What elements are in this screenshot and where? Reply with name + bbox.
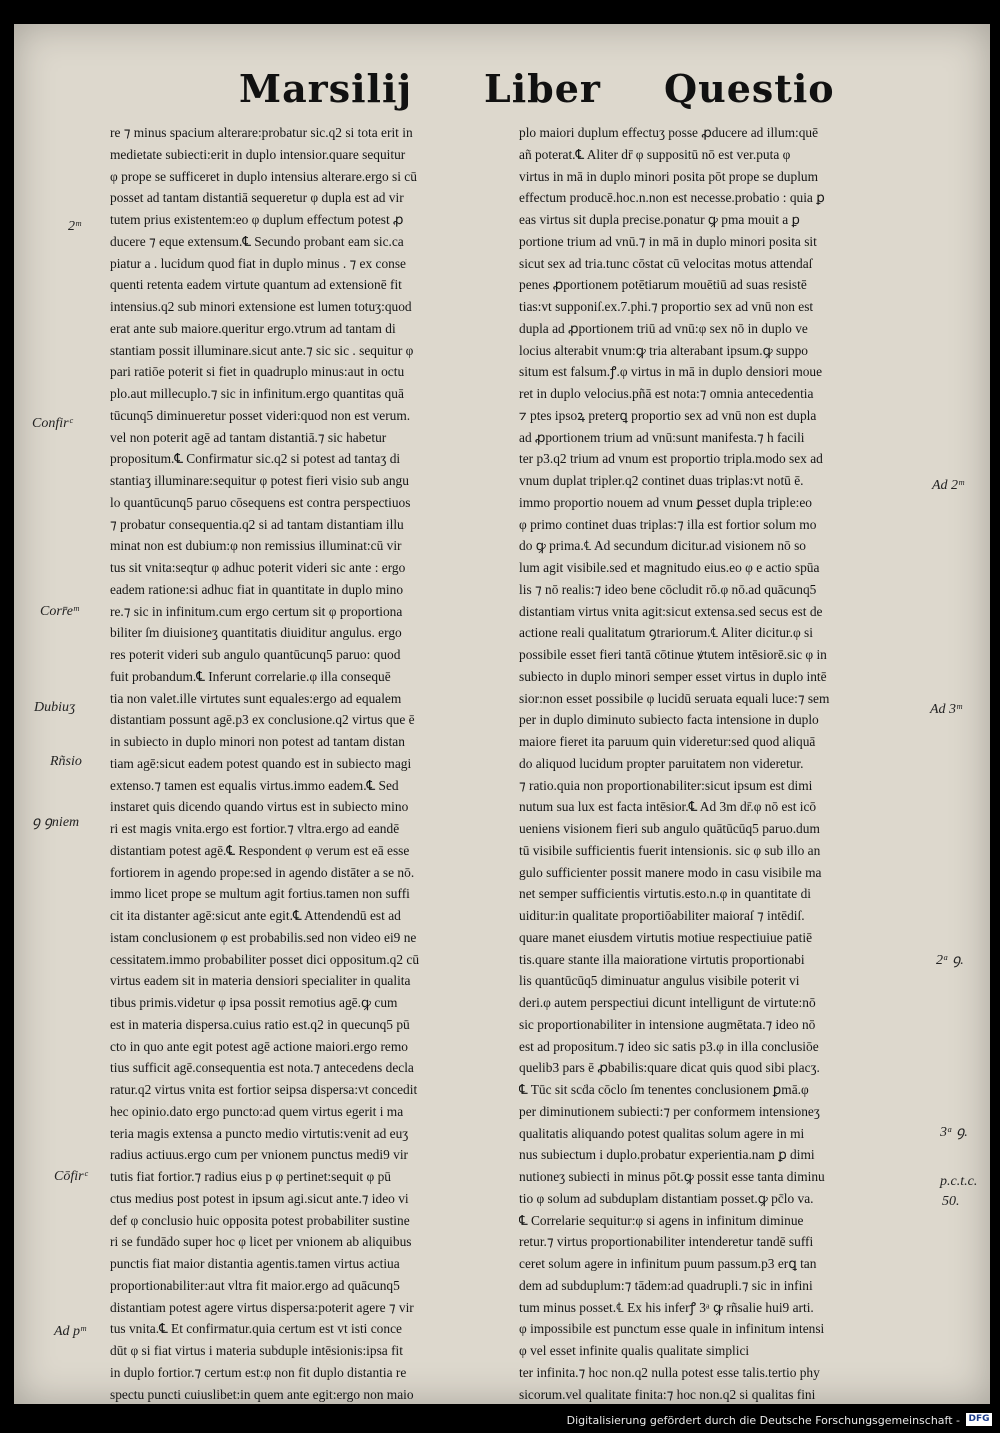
text-line: fuit probandum.℄ Inferunt correlarie.φ illa consequē [110,668,391,684]
text-line: in duplo fortior.⁊ certum est:φ non fit duplo distantia re [110,1364,407,1380]
book-page [14,24,990,1404]
running-head [14,66,990,126]
text-line: sicorum.vel qualitate finita:⁊ hoc non.q2 si qualitas fini [519,1386,816,1402]
text-line: ducere ⁊ eque extensum.℄ Secundo probant eam sic.ca [110,233,404,249]
text-line: pari ratiōe poterit si fiet in quadruplo minus:aut in octu [110,364,405,380]
text-line: spectu puncti cuiuslibet:in quem ante egit:ergo non maio [110,1386,414,1402]
text-line: portione trium ad vnū.⁊ in mā in duplo minori posita sit [519,233,817,249]
text-line: radius actiuus.ergo cum per vnionem punctus medi9 vir [110,1147,409,1163]
right-text-column [519,122,899,1404]
text-line: vel non poterit agē ad tantam distantiā.⁊ sic habetur [110,429,387,445]
text-line: per diminutionem subiecti:⁊ per conformem intensioneʒ [519,1103,820,1119]
text-line: est in materia dispersa.cuius ratio est.q2 in quecunq5 pū [110,1016,410,1032]
text-line: eadem ratione:si adhuc fiat in quantitate in duplo mino [110,581,404,597]
text-line: nus subiectum i duplo.probatur experientia.nam ꝑ dimi [519,1147,815,1163]
running-head-book: Liber [484,66,601,111]
left-text-column [110,122,490,1404]
text-line: biliter ſm diuisioneʒ quantitatis diuiditur angulus. ergo [110,625,402,641]
margin-note-secundum: 2ᵐ [68,219,81,234]
text-line: ⁊ ptes ipsoꝝ preterꝗ proportio sex ad vnū non est dupla [519,407,817,423]
text-line: tum minus posset.℄ Ex his inferꝭ 3ᵃ ꝙ rñsalie hui9 arti. [519,1299,814,1315]
margin-note-reference-number: 50. [942,1194,960,1209]
text-line: plo.aut millecuplo.⁊ sic in infinitum.ergo quantitas quā [110,386,404,401]
text-line: stantiaʒ illuminare:sequitur φ potest fieri visio sub angu [110,473,409,488]
text-line: cto in quo ante egit potest agē actione maiori.ergo remo [110,1038,408,1054]
text-line: teria magis extensa a puncto medio virtutis:venit ad euʒ [110,1125,409,1141]
text-line: erat ante sub maiore.queritur ergo.vtrum ad tantam di [110,320,396,336]
text-line: virtus eadem sit in materia densiori specialiter in qualita [110,973,411,989]
text-line: ter infinita.⁊ hoc non.q2 nulla potest esse talis.tertio phy [519,1364,820,1380]
text-line: nutum sua lux est facta intēsior.℄ Ad 3m dr̄.φ nō est icō [519,799,817,815]
text-line: distantiam potest agere virtus dispersa:poterit agere ⁊ vir [110,1299,414,1315]
margin-note-confirmatur-2: Cōfirᶜ [54,1169,88,1184]
text-line: tiam agē:sicut eadem potest quando est in subiecto magi [110,755,412,771]
margin-note-reference: p.c.t.c. [940,1174,978,1189]
text-line: tus vnita.℄ Et confirmatur.quia certum est vt isti conce [110,1321,402,1337]
text-line: maiore fieret ita paruum quin videretur:sed quod aliquā [519,734,816,749]
text-line: lis quantūcūq5 diminuatur angulus visibile poterit vi [519,973,800,989]
text-line: ri se fundādo super hoc φ licet per vnionem ab aliquibus [110,1234,412,1250]
text-line: do ꝙ prima.℄ Ad secundum dicitur.ad visionem nō so [519,538,806,554]
text-line: proportionabiliter:aut vltra fit maior.ergo ad quācunq5 [110,1277,400,1293]
footer-credit-text: Digitalisierung gefördert durch die Deutsche Forschungsgemeinschaft - [566,1414,960,1427]
text-line: añ poterat.℄ Aliter dr̄ φ suppositū nō est ver.puta φ [519,146,791,162]
margin-note-ad-primum: Ad pᵐ [54,1324,86,1339]
text-line: do aliquod lucidum propter paruitatem non videretur. [519,755,804,771]
text-line: ⁊ ratio.quia non proportionabiliter:sicut ipsum est dimi [519,777,813,793]
dfg-logo: DFG [966,1413,992,1426]
text-line: sic proportionabiliter in intensione augmētata.⁊ ideo nō [519,1016,816,1032]
text-line: distantiam possunt agē.p3 ex conclusione.q2 virtus que ē [110,712,415,728]
margin-note-correlarie: Corr̄eᵐ [40,604,79,619]
text-line: possibile esset fieri tantā cōtinue ꝟtutem intēsiorē.sic φ in [519,647,827,662]
text-line: medietate subiecti:erit in duplo intensior.quare sequitur [110,146,406,162]
text-line: uiditur:in qualitate proportiōabiliter maioraſ ⁊ intēdiſ. [519,908,805,923]
margin-note-tertia-conclusio: 3ᵃ ꝯ. [940,1125,968,1140]
text-line: φ impossibile est punctum esse quale in infinitum intensi [519,1321,825,1337]
text-line: propositum.℄ Confirmatur sic.q2 si potest ad tantaʒ di [110,451,401,467]
text-line: qualitatis aliquando potest qualitas solum agere in mi [519,1125,805,1141]
text-line: tūcunq5 diminueretur posset videri:quod non est verum. [110,407,411,423]
text-line: intensius.q2 sub minori extensione est lumen totuʒ:quod [110,299,412,314]
margin-note-secunda-conclusio: 2ᵃ ꝯ. [936,953,964,968]
text-line: tius sufficit agē.consequentia est nota.⁊ antecedens decla [110,1060,414,1076]
text-line: hec opinio.dato ergo puncto:ad quem virtus egerit i ma [110,1103,404,1119]
text-line: locius alterabit vnum:ꝙ tria alterabant ipsum.ꝙ suppo [519,342,808,358]
text-line: punctis fiat maior distantia agentis.tamen virtus actiua [110,1256,400,1271]
text-line: posset ad tantam distantiā sequeretur φ dupla est ad vir [110,190,404,206]
text-line: φ vel esset infinite qualis qualitate simplici [519,1343,750,1358]
text-line: ℄ Correlarie sequitur:φ si agens in infinitum diminue [519,1212,804,1228]
text-line: fortiorem in agendo prope:sed in agendo distāter a se nō. [110,864,415,880]
text-line: φ primo continet duas triplas:⁊ illa est fortior solum mo [519,516,817,532]
text-line: quenti retenta eadem virtute quantum ad extensionē fit [110,277,402,293]
text-line: distantiam virtus vnita agit:sicut extensa.sed secus est de [519,603,823,619]
text-line: actione reali qualitatum ꝯtrariorum.℄ Aliter dicitur.φ si [519,625,813,641]
text-line: ret in duplo velocius.pñā est nota:⁊ omnia antecedentia [519,386,814,401]
text-line: situm est falsum.ꝭ.φ virtus in mā in duplo densiori moue [519,364,823,380]
text-line: dūt φ si fiat virtus i materia subduple intēsionis:ipsa fit [110,1343,403,1358]
text-line: lis ⁊ nō realis:⁊ ideo bene cōcludit rō.φ nō.ad quācunq5 [519,581,817,597]
text-line: lo quantūcunq5 paruo cōsequens est contra perspectiuos [110,494,411,510]
text-line: ter p3.q2 trium ad vnum est proportio tripla.modo sex ad [519,451,823,467]
text-line: φ prope se sufficeret in duplo intensius alterare.ergo si cū [110,168,417,184]
text-line: cessitatem.immo probabiliter posset dici oppositum.q2 cū [110,951,420,967]
text-line: net semper sufficientis virtutis.esto.n.φ in quantitate di [519,886,811,902]
text-line: res poterit videri sub angulo quantūcunq5 paruo: quod [110,647,401,662]
text-line: gulo sufficienter possit manere modo in casu visibile ma [519,864,822,880]
text-line: subiecto in duplo minori semper esset virtus in duplo intē [519,668,827,684]
text-line: tus sit vnita:seqtur φ adhuc poterit videri sic ante : ergo [110,560,406,575]
text-line: retur.⁊ virtus proportionabiliter intenderetur tandē suffi [519,1234,814,1250]
text-line: vnum duplat tripler.q2 continet duas triplas:vt notū ē. [519,473,804,488]
text-line: tias:vt supponiſ.ex.7.phi.⁊ proportio sex ad vnū non est [519,299,814,314]
text-line: tutis fiat fortior.⁊ radius eius p φ pertinet:sequit φ pū [110,1169,391,1184]
text-line: plo maiori duplum effectuʒ posse ꝓducere ad illum:quē [519,125,819,140]
text-line: re.⁊ sic in infinitum.cum ergo certum sit φ proportiona [110,603,403,619]
text-line: effectum producē.hoc.n.non est necesse.probatio : quia ꝑ [519,190,825,206]
text-line: def φ conclusio huic opposita potest probabiliter sustine [110,1212,410,1228]
text-line: virtus in mā in duplo minori posita pōt prope se duplum [519,168,819,184]
text-line: ctus medius post potest in ipsum agi.sicut ante.⁊ ideo vi [110,1190,409,1206]
text-line: instaret quis dicendo quando virtus est in subiecto mino [110,799,409,815]
text-line: re ⁊ minus spacium alterare:probatur sic.q2 si tota erit in [110,125,413,140]
margin-note-responsio: Rñsio [50,754,82,769]
text-line: immo licet prope se multum agit fortius.tamen non suffi [110,886,410,902]
text-line: ℄ Tūc sit scḋa cōclo ſm tenentes conclusionem ꝑmā.φ [519,1082,809,1097]
text-line: dupla ad ꝓportionem triū ad vnū:φ sex nō in duplo ve [519,320,808,336]
running-head-author: Marsilij [239,66,413,111]
text-line: cit ita distanter agē:sicut ante egit.℄ Attendendū est ad [110,908,401,923]
text-line: ueniens visionem fieri sub angulo quātūcūq5 paruo.dum [519,821,820,836]
text-line: per in duplo diminuto subiecto facta intensione in duplo [519,712,819,728]
text-line: sicut sex ad tria.tunc cōstat cū velocitas motus attendaſ [519,255,813,271]
text-line: distantiam potest agē.℄ Respondent φ verum est eā esse [110,842,410,858]
text-line: ratur.q2 virtus vnita est fortior seipsa dispersa:vt concedit [110,1082,418,1097]
text-line: est ad propositum.⁊ ideo sic satis p3.φ in illa conclusiōe [519,1038,819,1054]
text-line: tis.quare stante illa maioratione virtutis proportionabi [519,951,805,967]
margin-note-ad-secundum: Ad 2ᵐ [932,478,964,493]
margin-note-contra-opinionem: ꝯ ꝯniem [32,815,80,830]
text-line: minat non est dubium:φ non remissius illuminat:cū vir [110,538,402,554]
text-line: nutioneʒ subiecti in minus pōt.ꝙ possit esse tanta diminu [519,1169,825,1184]
text-line: ri est magis vnita.ergo est fortior.⁊ vltra.ergo ad eandē [110,821,400,836]
text-line: quelib3 pars ē ꝓbabilis:quare dicat quis quod sibi placʒ. [519,1060,820,1076]
text-line: sior:non esset possibile φ lucidū seruata equali luce:⁊ sem [519,690,830,706]
text-line: in subiecto in duplo minori non potest ad tantam distan [110,734,405,749]
text-line: quare manet eiusdem virtutis motiue respectiuiue patiē [519,929,813,945]
text-line: tia non valet.ille virtutes sunt equales:ergo ad equalem [110,690,402,706]
text-line: istam conclusionem φ est probabilis.sed non video ei9 ne [110,929,417,945]
text-line: ad ꝓportionem trium ad vnū:sunt manifesta.⁊ h facili [519,429,805,445]
text-line: piatur a . lucidum quod fiat in duplo minus . ⁊ ex conse [110,255,406,271]
text-line: eas virtus sit dupla precise.ponatur ꝙ pma mouit a ꝑ [519,212,800,227]
text-line: tio φ solum ad subduplam distantiam posset.ꝙ pc̄lo va. [519,1190,814,1206]
margin-note-confirmatur: Confirᶜ [32,416,73,431]
text-line: ⁊ probatur consequentia.q2 si ad tantam distantiam illu [110,516,404,532]
running-head-question: Questio [664,66,835,111]
text-line: deri.φ autem perspectiui dicunt intelligunt de virtute:nō [519,995,816,1010]
text-line: tutem prius existentem:eo φ duplum effectum potest ꝓ [110,212,404,227]
margin-note-dubium: Dubiuʒ [34,700,76,715]
text-line: lum agit visibile.sed et magnitudo eius.eo φ e actio spūa [519,560,820,575]
digitization-footer [0,1406,1000,1433]
margin-note-ad-tertium: Ad 3ᵐ [930,702,962,717]
text-line: penes ꝓportionem potētiarum mouētiū ad suas resistē [519,277,807,293]
text-line: immo proportio nouem ad vnum ꝑesset dupla triple:eo [519,494,812,510]
text-line: stantiam possit illuminare.sicut ante.⁊ sic sic . sequitur φ [110,342,414,358]
text-line: extenso.⁊ tamen est equalis virtus.immo eadem.℄ Sed [110,777,399,793]
text-line: tibus primis.videtur φ ipsa possit remotius agē.ꝙ cum [110,995,398,1010]
text-line: tū visibile sufficientis fuerit intensionis. sic φ sub illo an [519,842,821,858]
text-line: dem ad subduplum:⁊ tādem:ad quadrupli.⁊ sic in infini [519,1277,813,1293]
text-line: ceret solum agere in infinitum puum passum.p3 erꝗ tan [519,1256,817,1271]
